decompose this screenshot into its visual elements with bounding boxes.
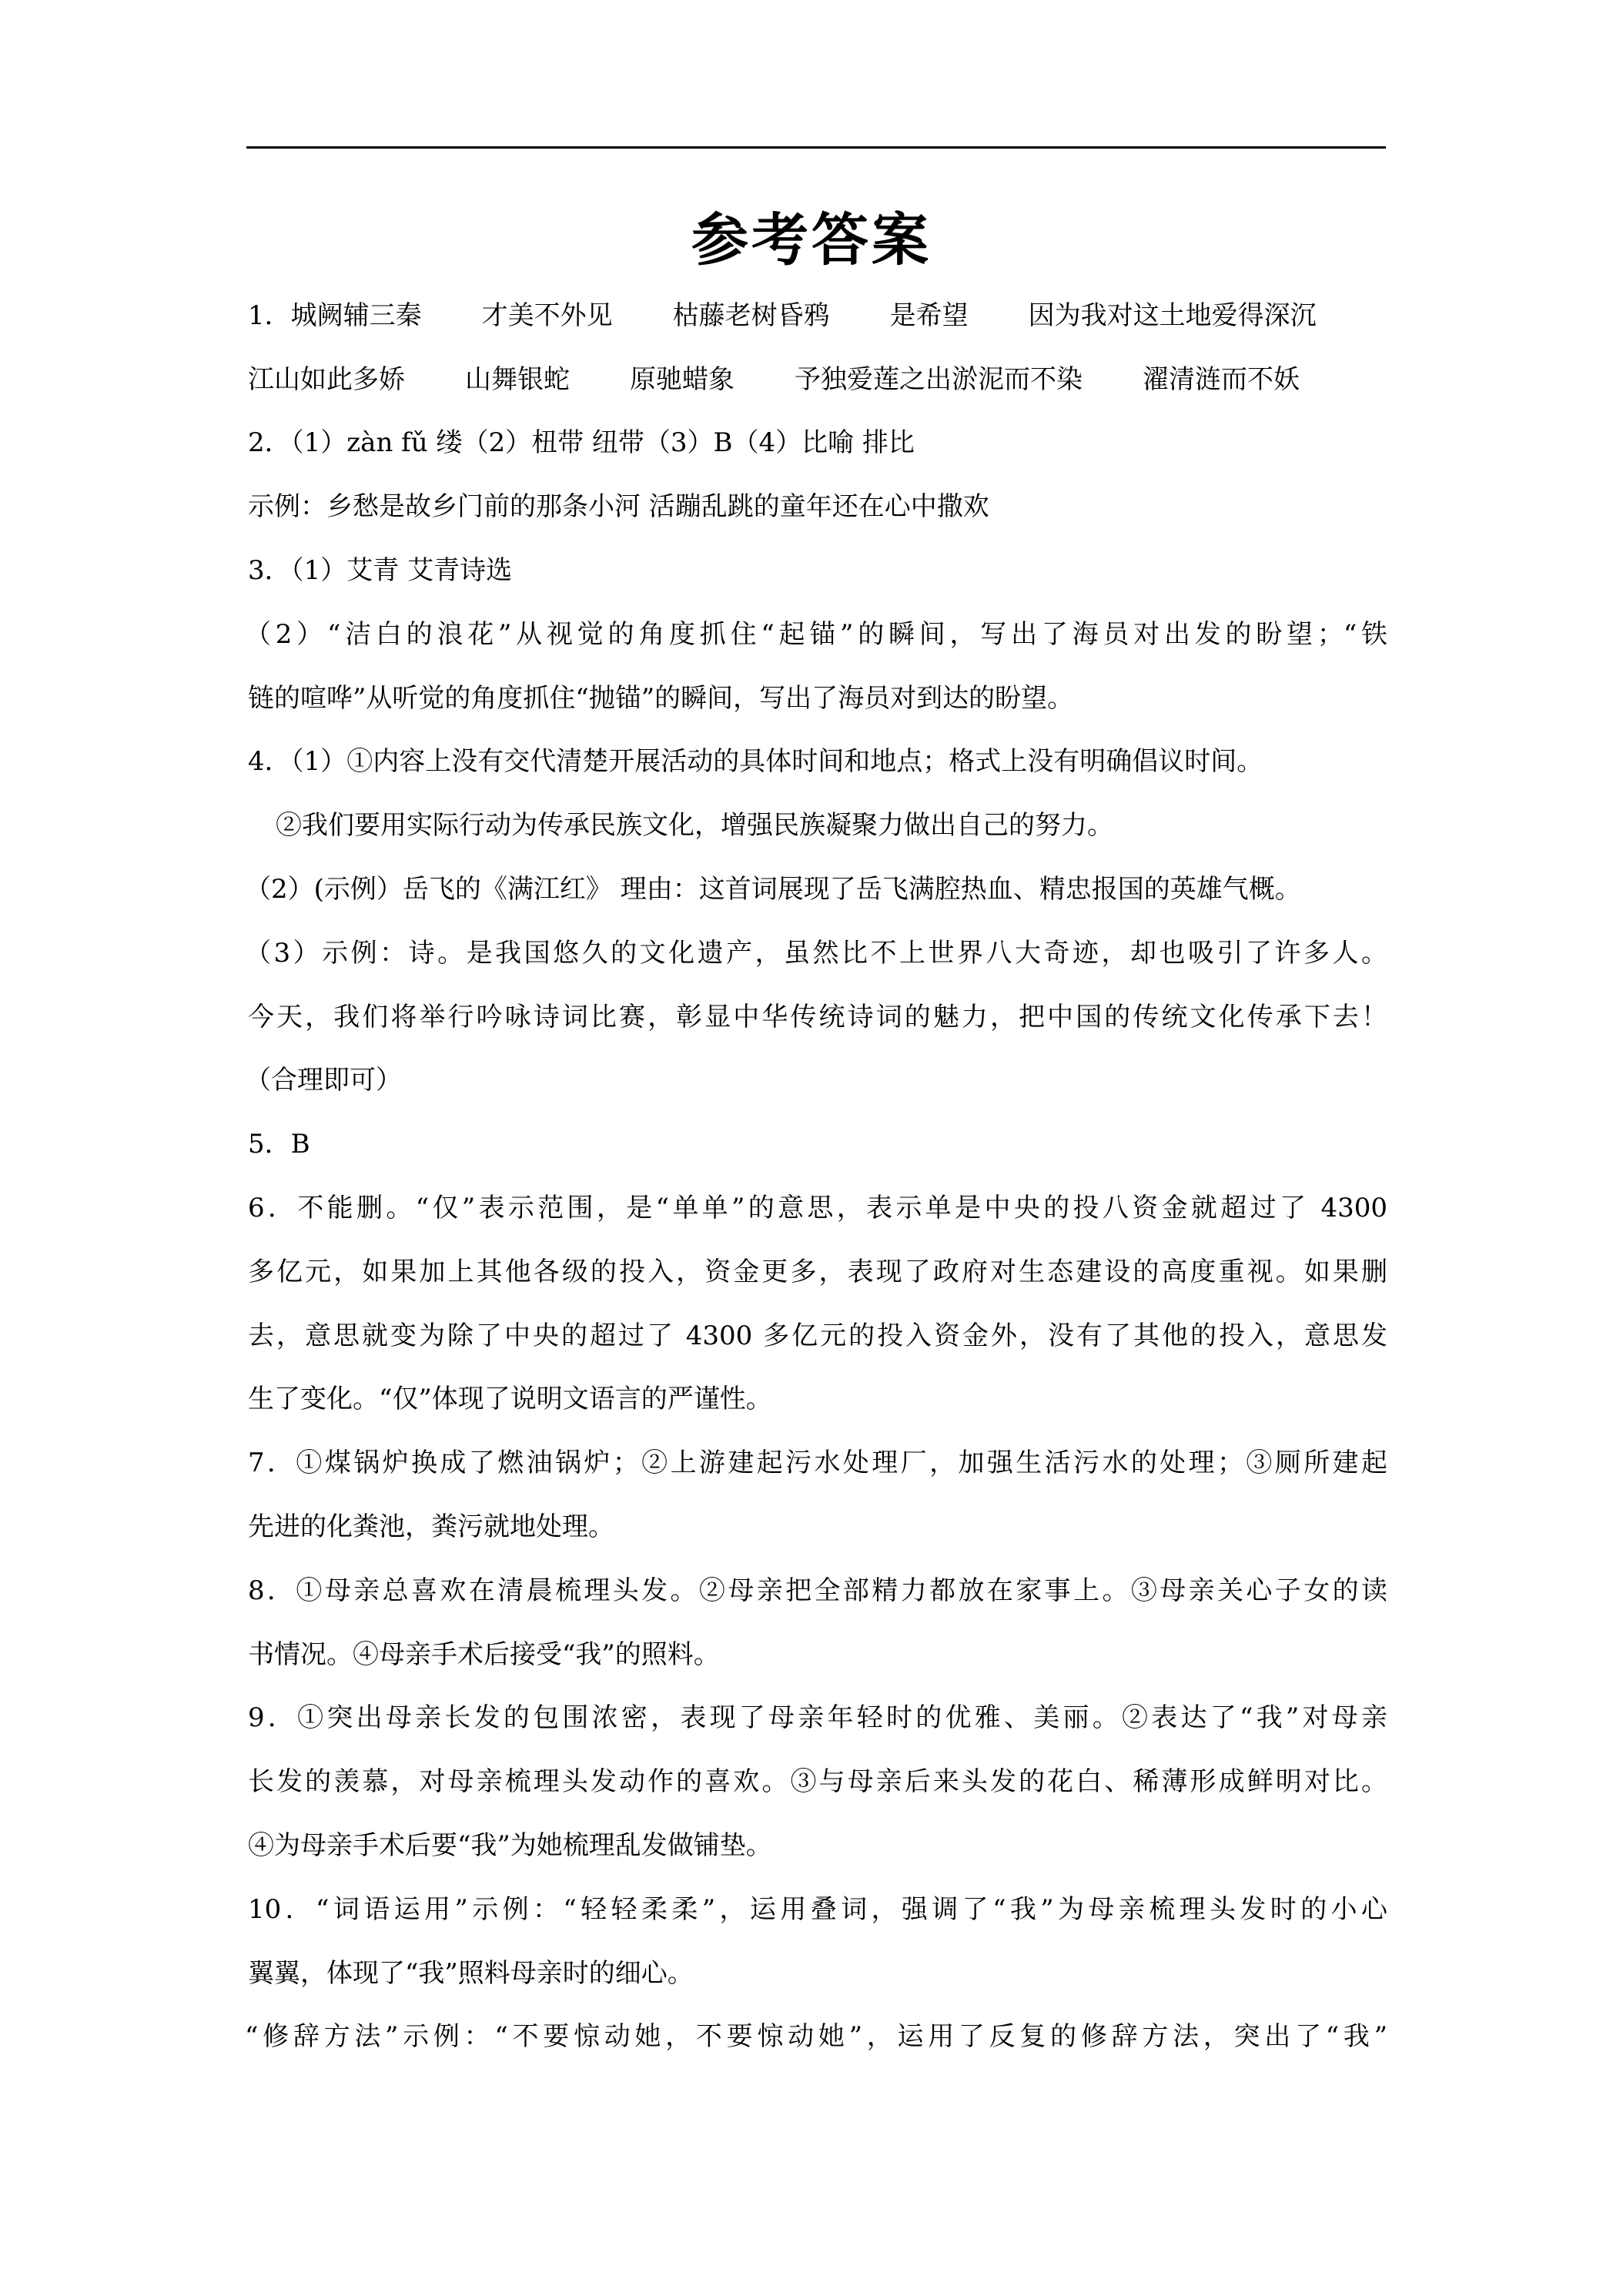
- answer-1-row-1: [248, 296, 1387, 335]
- answer-3-line-2: （2）“洁白的浪花”从视觉的角度抓住“起锚”的瞬间，写出了海员对出发的盼望；“铁: [245, 619, 1387, 650]
- answer-4-line-4: （3）示例：诗。是我国悠久的文化遗产，虽然比不上世界八大奇迹，却也吸引了许多人。: [245, 938, 1387, 969]
- answer-1-item: 才美不外见: [481, 300, 613, 331]
- answer-6-line-1: 6．不能删。“仅”表示范围，是“单单”的意思，表示单是中央的投八资金就超过了 4300: [248, 1193, 1387, 1223]
- answer-3-line-3: 链的喧哗”从听觉的角度抓住“抛锚”的瞬间，写出了海员对到达的盼望。: [248, 683, 1074, 714]
- answer-10-line-2: 翼翼，体现了“我”照料母亲时的细心。: [248, 1958, 694, 1989]
- answer-6-line-3: 去，意思就变为除了中央的超过了 4300 多亿元的投入资金外，没有了其他的投入，意思发: [248, 1320, 1387, 1351]
- answer-1-item: 枯藤老树昏鸦: [672, 300, 830, 331]
- answer-4-line-2: ②我们要用实际行动为传承民族文化，增强民族凝聚力做出自己的努力。: [276, 810, 1113, 841]
- header-rule: [246, 146, 1386, 149]
- answer-9-line-1: 9．①突出母亲长发的包围浓密，表现了母亲年轻时的优雅、美丽。②表达了“我”对母亲: [248, 1702, 1387, 1733]
- answer-1-item: 原驰蜡象: [630, 364, 735, 395]
- answer-1-item: 1．城阙辅三秦: [248, 300, 422, 331]
- answer-3-line-1: 3．（1）艾青 艾青诗选: [248, 555, 513, 586]
- answer-1-item: 江山如此多娇: [248, 364, 405, 395]
- answer-1-item: 濯清涟而不妖: [1143, 364, 1300, 395]
- answer-7-line-1: 7．①煤锅炉换成了燃油锅炉；②上游建起污水处理厂，加强生活污水的处理；③厕所建起: [248, 1448, 1387, 1478]
- answer-8-line-1: 8．①母亲总喜欢在清晨梳理头发。②母亲把全部精力都放在家事上。③母亲关心子女的读: [248, 1575, 1387, 1606]
- answer-9-line-3: ④为母亲手术后要“我”为她梳理乱发做铺垫。: [248, 1830, 772, 1861]
- answer-1-item: 因为我对这土地爱得深沉: [1028, 300, 1317, 331]
- page-title: 参考答案: [691, 207, 932, 273]
- answer-1-item: 山舞银蛇: [465, 364, 570, 395]
- answer-1-item: 是希望: [889, 300, 969, 331]
- answer-4-line-3: （2）(示例）岳飞的《满江红》 理由：这首词展现了岳飞满腔热血、精忠报国的英雄气概。: [245, 874, 1301, 905]
- answer-6-line-4: 生了变化。“仅”体现了说明文语言的严谨性。: [248, 1384, 772, 1414]
- answer-6-line-2: 多亿元，如果加上其他各级的投入，资金更多，表现了政府对生态建设的高度重视。如果删: [248, 1257, 1387, 1287]
- answer-10-line-1: 10．“词语运用”示例：“轻轻柔柔”，运用叠词，强调了“我”为母亲梳理头发时的小心: [248, 1894, 1387, 1925]
- answer-8-line-2: 书情况。④母亲手术后接受“我”的照料。: [248, 1639, 720, 1670]
- answer-4-line-6: （合理即可）: [245, 1065, 402, 1096]
- answer-2-line-1: 2．（1）zàn fǔ 缕（2）杻带 纽带（3）B（4）比喻 排比: [248, 427, 915, 458]
- answer-1-row-2: [248, 360, 1387, 399]
- answer-10-line-3: “修辞方法”示例：“不要惊动她，不要惊动她”，运用了反复的修辞方法，突出了“我”: [245, 2021, 1387, 2052]
- answer-1-item: 予独爱莲之出淤泥而不染: [795, 364, 1083, 395]
- answer-2-line-2: 示例：乡愁是故乡门前的那条小河 活蹦乱跳的童年还在心中撒欢: [248, 491, 989, 522]
- answer-5-line-1: 5．B: [248, 1129, 310, 1160]
- answer-4-line-1: 4．（1）①内容上没有交代清楚开展活动的具体时间和地点；格式上没有明确倡议时间。: [248, 746, 1263, 777]
- answer-9-line-2: 长发的羡慕，对母亲梳理头发动作的喜欢。③与母亲后来头发的花白、稀薄形成鲜明对比。: [248, 1766, 1387, 1797]
- answer-7-line-2: 先进的化粪池，粪污就地处理。: [248, 1511, 614, 1542]
- answer-4-line-5: 今天，我们将举行吟咏诗词比赛，彰显中华传统诗词的魅力，把中国的传统文化传承下去！: [248, 1002, 1387, 1033]
